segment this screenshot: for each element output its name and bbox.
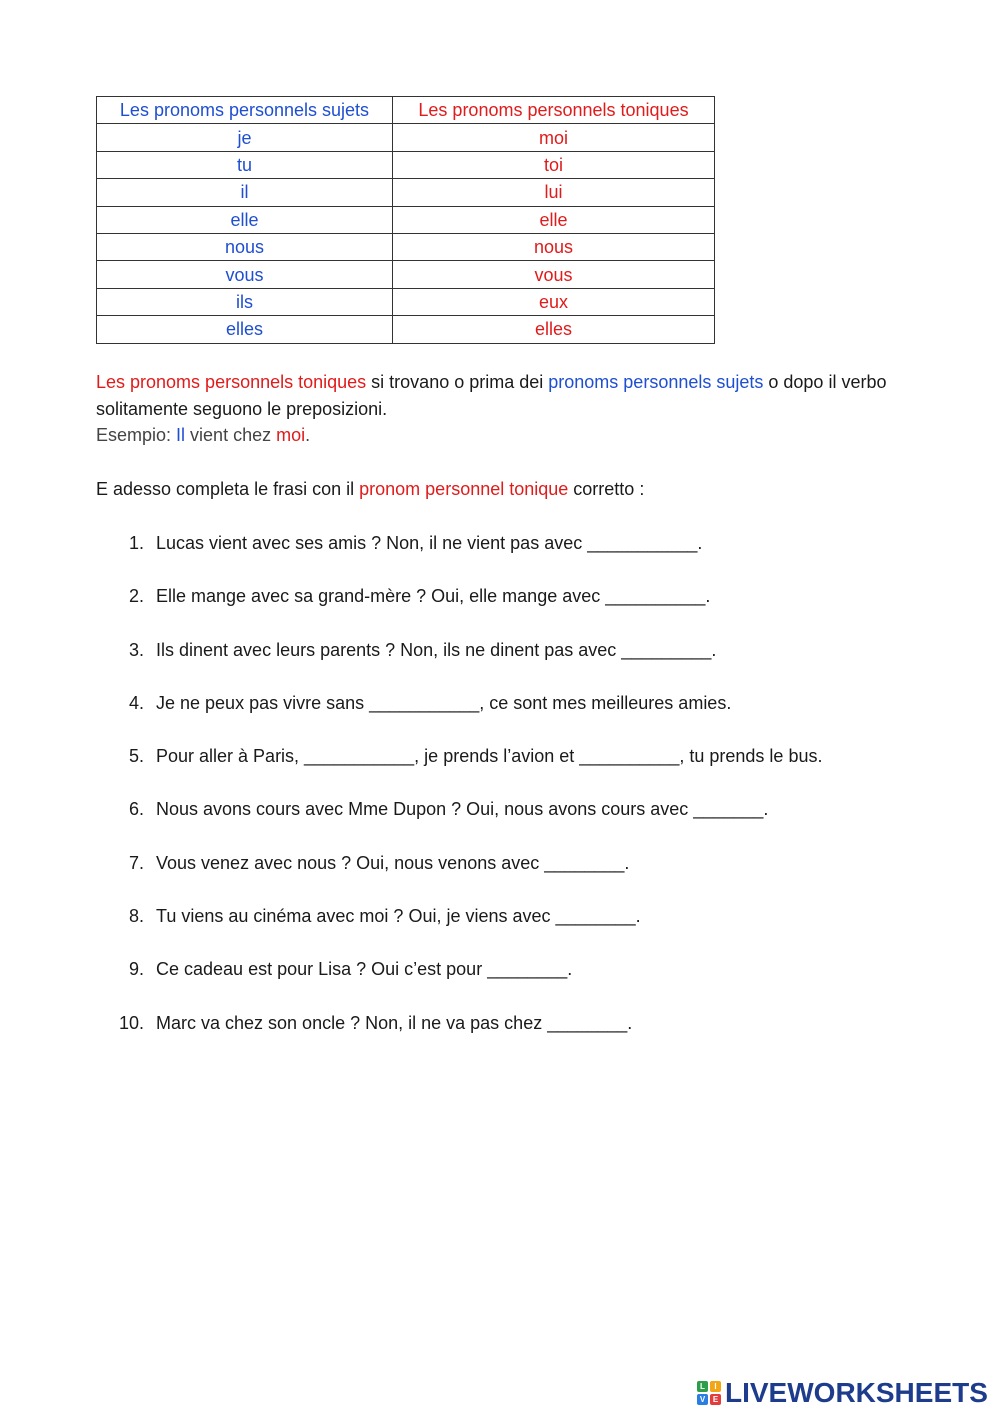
logo-letter-l: L	[697, 1381, 708, 1392]
table-row	[97, 316, 715, 343]
instruction-text-end: corretto :	[568, 479, 645, 499]
tonic-pronoun-cell: lui	[393, 179, 715, 206]
exercise-sentence[interactable]: Marc va chez son oncle ? Non, il ne va pas chez ________.	[156, 1012, 633, 1033]
logo-letter-v: V	[697, 1394, 708, 1405]
instruction-text: E adesso completa le frasi con il	[96, 479, 360, 499]
liveworksheets-logo[interactable]	[697, 1378, 988, 1408]
pronoun-table	[96, 96, 715, 344]
tonic-pronoun-cell: elle	[393, 206, 715, 233]
exercise-number: 8.	[128, 906, 144, 927]
exercise-sentence[interactable]: Nous avons cours avec Mme Dupon ? Oui, nous avons cours avec _______.	[156, 799, 769, 820]
instruction-paragraph	[96, 476, 926, 503]
logo-letter-i: I	[710, 1381, 721, 1392]
intro-text: si trovano o prima dei	[366, 372, 549, 392]
exercise-sentence[interactable]: Vous venez avec nous ? Oui, nous venons avec ________.	[156, 852, 630, 873]
exercise-sentence[interactable]: Je ne peux pas vivre sans ___________, ce sont mes meilleures amies.	[156, 692, 732, 713]
instruction-tonic-term: pronom personnel tonique	[359, 479, 569, 499]
example-tonic: moi	[276, 425, 306, 445]
tonic-pronoun-cell: elles	[393, 316, 715, 343]
liveworksheets-logo-text: LIVEWORKSHEETS	[725, 1377, 988, 1408]
subject-pronoun-cell: il	[97, 179, 393, 206]
intro-text-end: o dopo il verbo solitamente seguono le preposizioni.	[96, 372, 887, 419]
header-tonic-pronouns: Les pronoms personnels toniques	[393, 97, 715, 124]
header-subject-pronouns: Les pronoms personnels sujets	[97, 97, 393, 124]
table-row	[97, 124, 715, 151]
table-row	[97, 179, 715, 206]
subject-pronoun-cell: elles	[97, 316, 393, 343]
table-row	[97, 151, 715, 178]
exercise-number: 3.	[128, 639, 144, 660]
example-subject: Il	[176, 425, 186, 445]
example-label: Esempio:	[96, 425, 177, 445]
subject-pronoun-cell: je	[97, 124, 393, 151]
exercise-number: 4.	[128, 692, 144, 713]
subject-pronoun-cell: elle	[97, 206, 393, 233]
exercise-number: 5.	[128, 746, 144, 767]
exercise-sentence[interactable]: Pour aller à Paris, ___________, je prends l’avion et __________, tu prends le bus.	[156, 746, 823, 767]
exercise-sentence[interactable]: Ce cadeau est pour Lisa ? Oui c’est pour ________.	[156, 959, 573, 980]
exercise-sentence[interactable]: Lucas vient avec ses amis ? Non, il ne vient pas avec ___________.	[156, 533, 703, 553]
subject-pronoun-cell: tu	[97, 151, 393, 178]
tonic-pronoun-cell: eux	[393, 288, 715, 315]
exercise-number: 10.	[118, 1012, 144, 1033]
exercise-number: 6.	[128, 799, 144, 820]
exercise-sentence[interactable]: Ils dinent avec leurs parents ? Non, ils ne dinent pas avec _________.	[156, 639, 717, 660]
table-row	[97, 233, 715, 260]
table-row	[97, 261, 715, 288]
exercise-sentence[interactable]: Elle mange avec sa grand-mère ? Oui, elle mange avec __________.	[156, 586, 711, 607]
explanation-paragraph	[96, 369, 926, 449]
subject-pronoun-cell: nous	[97, 233, 393, 260]
tonic-pronoun-cell: moi	[393, 124, 715, 151]
exercise-number: 7.	[128, 852, 144, 873]
example-end: .	[305, 425, 311, 445]
tonic-pronoun-cell: toi	[393, 151, 715, 178]
subject-pronoun-cell: vous	[97, 261, 393, 288]
tonic-pronoun-cell: vous	[393, 261, 715, 288]
exercise-number: 9.	[128, 959, 144, 980]
table-row	[97, 288, 715, 315]
liveworksheets-logo-icon	[697, 1381, 721, 1405]
example-middle: vient chez	[185, 425, 277, 445]
tonic-pronoun-cell: nous	[393, 233, 715, 260]
intro-subject-term: pronoms personnels sujets	[548, 372, 764, 392]
table-header-row	[97, 97, 715, 124]
exercise-sentence[interactable]: Tu viens au cinéma avec moi ? Oui, je viens avec ________.	[156, 906, 641, 927]
intro-tonic-term: Les pronoms personnels toniques	[96, 372, 367, 392]
subject-pronoun-cell: ils	[97, 288, 393, 315]
logo-letter-e: E	[710, 1394, 721, 1405]
exercise-number: 2.	[128, 586, 144, 607]
exercise-number: 1.	[128, 533, 144, 553]
table-row	[97, 206, 715, 233]
